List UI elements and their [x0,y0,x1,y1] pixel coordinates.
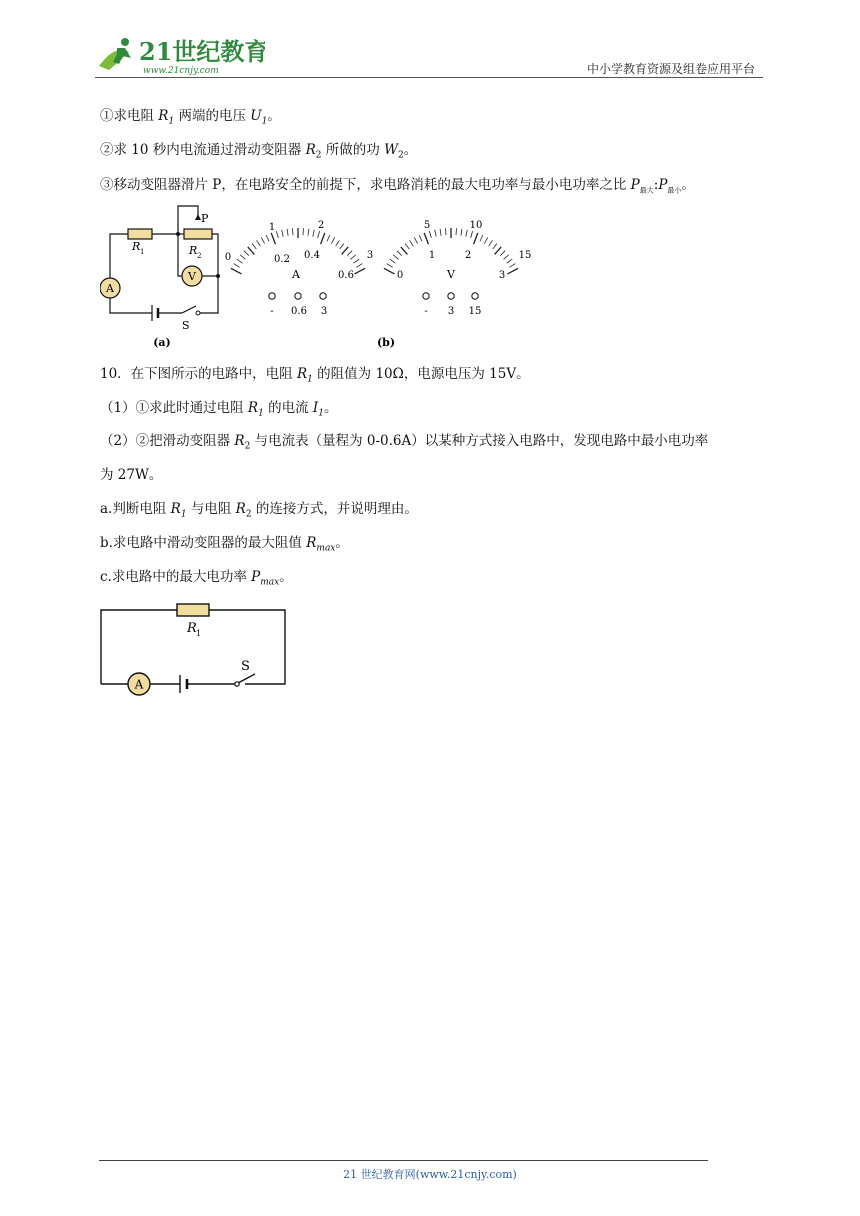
dial-tick [354,259,360,263]
footer-text: 21 世纪教育网(www.21cnjy.com) [343,1168,517,1181]
dial-tick [321,233,325,244]
dial-tick [231,268,242,274]
voltmeter-zero: 0 [396,270,404,281]
q10-circuit [95,600,295,698]
q9-part1: ①求电阻 $R_1$ 两端的电压 $U_1$。 [100,108,281,127]
voltmeter-bottom-2: 2 [464,250,472,261]
q10-r1-label: R [187,621,197,636]
dial-tick [474,233,478,244]
q10-sub1: （1）①求此时通过电阻 $R_1$ 的电流 $I_1$。 [100,400,338,419]
dial-tick [384,268,395,274]
svg-text:1: 1 [140,248,145,256]
dial-tick [397,251,402,256]
dial-tick [484,237,487,243]
header-divider [95,77,763,78]
dial-tick [313,230,315,237]
ammeter-label: A [106,282,114,295]
voltmeter-end-top: 15 [518,250,532,261]
dial-tick [261,237,264,243]
dial-tick [356,264,362,268]
q10-sub2-line2: 为 27W。 [100,467,163,483]
dial-tick [440,229,441,236]
dial-tick [257,240,261,246]
dial-tick [461,229,462,236]
q9-circuit-a [100,200,225,348]
ammeter-terminal-label-3: 3 [320,306,328,317]
ammeter-terminal-label-06: 0.6 [291,306,307,317]
voltmeter-terminal-3-icon [448,293,454,299]
dial-tick [318,231,320,238]
voltmeter-terminal-label-15: 15 [468,306,482,317]
dial-tick [252,243,256,249]
dial-tick [303,228,304,235]
dial-tick [336,240,340,246]
dial-tick [456,228,457,235]
voltmeter-bottom-1: 1 [428,250,436,261]
ammeter-end-bottom: 0.6 [338,270,354,281]
footer-divider [99,1160,708,1161]
dial-tick [509,264,515,268]
dial-tick [507,259,513,263]
ammeter-bottom-2: 0.4 [304,250,320,261]
q10-switch-label: S [241,659,250,674]
dial-tick [287,229,288,236]
dial-tick [351,255,356,260]
q9-part2: ②求 10 秒内电流通过滑动变阻器 $R_2$ 所做的功 $W_2$。 [100,142,418,161]
ammeter-top-1: 1 [268,222,276,233]
voltmeter-end-bottom: 3 [498,270,506,281]
dial-tick [419,235,422,241]
voltmeter-terminal-15-icon [472,293,478,299]
dial-tick [331,237,334,243]
ammeter-bottom-1: 0.2 [274,254,290,265]
slider-p-label: P [201,212,209,225]
svg-text:1: 1 [196,629,202,638]
dial-tick [293,228,294,235]
platform-name: 中小学教育资源及组卷应用平台 [586,62,755,76]
dial-tick [424,233,428,244]
logo [95,34,265,76]
logo-runner-icon [95,34,265,76]
dial-tick [493,243,497,249]
dial-tick [244,251,249,256]
dial-tick [446,228,447,235]
dial-tick [387,264,393,268]
ammeter-zero: 0 [224,252,232,263]
dial-tick [308,229,309,236]
ammeter-top-2: 2 [317,220,325,231]
dial-tick [276,231,278,238]
dial-tick [489,240,493,246]
fig-b-caption: (b) [376,336,396,348]
svg-text:2: 2 [197,252,202,260]
fig-a-caption: (a) [153,336,171,348]
voltmeter-terminal-neg-icon [423,293,429,299]
dial-tick [495,247,502,255]
voltmeter-label: V [188,270,196,283]
ammeter-terminal-3-icon [320,293,326,299]
dial-tick [355,268,366,274]
voltmeter-terminal-label-3: 3 [447,306,455,317]
q10-part-c: c.求电路中的最大电功率 $P_{max}$。 [100,569,293,588]
dial-tick [342,247,349,255]
ammeter-end-top: 3 [366,250,374,261]
r1-label: R [132,240,141,253]
dial-tick [401,247,408,255]
dial-tick [504,255,509,260]
q10-stem: 10．在下图所示的电路中，电阻 $R_1$ 的阻值为 10Ω，电源电压为 15V。 [100,366,530,385]
dial-tick [340,243,344,249]
ammeter-terminal-label-neg: - [270,306,274,317]
logo-url: www.21cnjy.com [143,66,219,76]
q9-part3: ③移动变阻器滑片 P，在电路安全的前提下，求电路消耗的最大电功率与最小电功率之比 $P_{最大}:P_{最小}$。 [100,177,695,195]
dial-tick [240,255,245,260]
dial-tick [466,230,468,237]
logo-text: 21世纪教育 [139,37,265,66]
dial-tick [405,243,409,249]
ammeter-unit: A [292,268,300,281]
r2-label: R [189,244,198,257]
dial-tick [471,231,473,238]
dial-tick [414,237,417,243]
q10-sub2-line1: （2）②把滑动变阻器 $R_2$ 与电流表（量程为 0-0.6A）以某种方式接入电路中，发现电路中最小电功率 [100,433,709,452]
dial-tick [500,251,505,256]
q10-part-b: b.求电路中滑动变阻器的最大阻值 $R_{max}$。 [100,535,349,554]
dial-tick [508,268,519,274]
dial-tick [237,259,243,263]
switch-label: S [182,319,190,332]
voltmeter-unit: V [447,268,455,281]
dial-tick [234,264,240,268]
dial-tick [282,230,284,237]
dial-tick [410,240,414,246]
dial-tick [435,230,437,237]
q10-ammeter-label: A [134,677,144,692]
q9-meters-b [224,212,534,348]
dial-tick [327,235,330,241]
dial-tick [480,235,483,241]
dial-tick [266,235,269,241]
dial-tick [390,259,396,263]
voltmeter-top-1: 5 [423,220,431,231]
dial-tick [393,255,398,260]
q10-part-a: a.判断电阻 $R_1$ 与电阻 $R_2$ 的连接方式，并说明理由。 [100,501,418,520]
voltmeter-top-2: 10 [469,220,483,231]
dial-tick [347,251,352,256]
voltmeter-terminal-label-neg: - [424,306,428,317]
ammeter-terminal-06-icon [295,293,301,299]
dial-tick [429,231,431,238]
dial-tick [271,233,275,244]
dial-tick [248,247,255,255]
ammeter-terminal-neg-icon [269,293,275,299]
